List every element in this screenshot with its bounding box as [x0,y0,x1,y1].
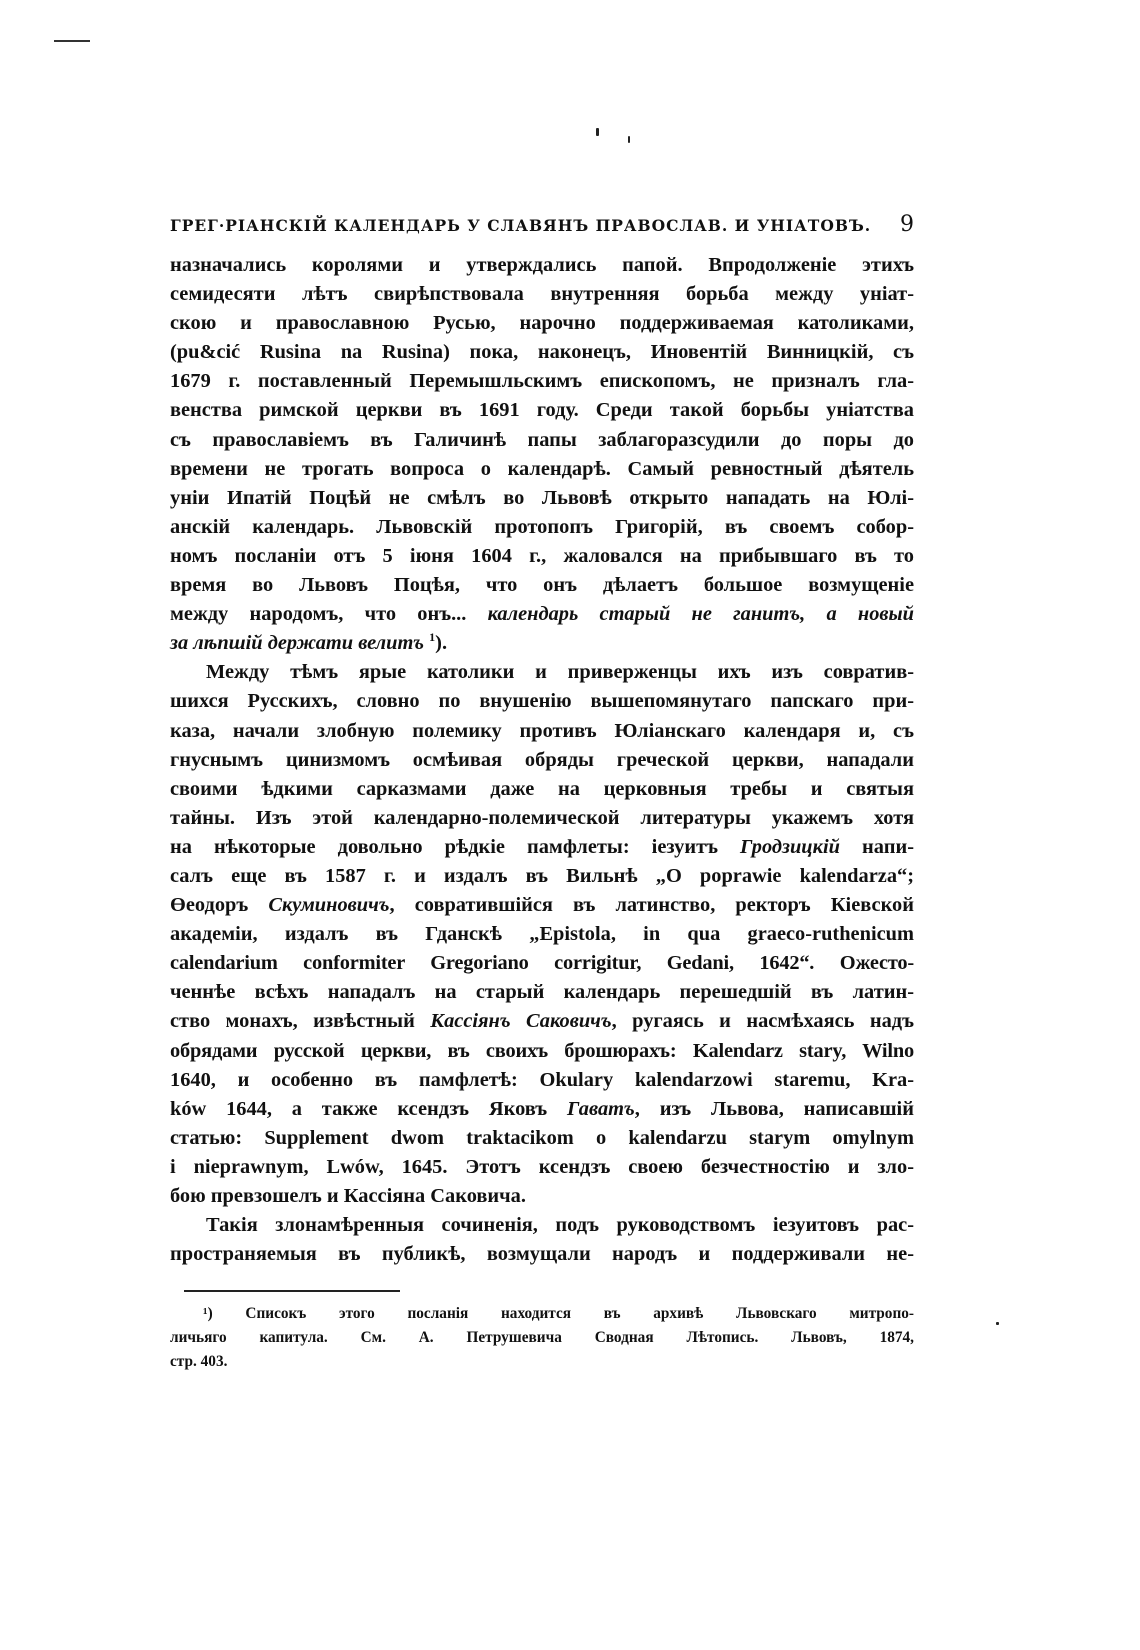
text-line: 1679 г. поставленный Перемышльскимъ епископомъ, не призналъ гла- [170,370,914,393]
page-number: 9 [900,212,914,237]
text-line: своими ѣдкими сарказмами даже на церковныя требы и святыя [170,777,914,800]
text-run: напи- [862,835,914,858]
quote-italic: календарь старый не ганитъ, а новый [487,603,914,626]
text-run: между народомъ, что онъ... [170,603,467,626]
text-line: бою превзошелъ и Кассіяна Саковича. [170,1185,526,1207]
text-line: каза, начали злобную полемику противъ Юліанскаго календаря и, съ [170,719,914,742]
text-run: на нѣкоторые довольно рѣдкіе памфлеты: іезуитъ [170,835,718,858]
text-line [170,833,914,862]
footnote-reference[interactable]: 1 [429,630,436,645]
text-line: пространяемыя въ публикѣ, возмущали народъ и поддерживали не- [170,1243,914,1266]
text-line: номъ посланіи отъ 5 іюня 1604 г., жаловался на прибывшаго въ то [170,544,914,567]
text-line: семидесяти лѣтъ свирѣпствовала внутренняя борьба между уніат- [170,283,914,306]
text-line [170,891,914,920]
scan-speck [996,1322,999,1325]
text-run: , ругаясь и насмѣхаясь надъ [611,1010,914,1033]
text-line: анскій календарь. Львовскій протопопъ Григорій, въ своемъ собор- [170,515,914,538]
text-run: Списокъ этого посланія находится въ архивѣ Львовскаго митропо- [245,1304,914,1322]
scan-speck [596,128,599,136]
text-line: 1640, и особенно въ памфлетѣ: Okulary kalendarzowi staremu, Kra- [170,1068,914,1091]
footnote-rule [184,1290,400,1292]
scan-edge-mark [54,40,90,42]
text-line: Между тѣмъ ярые католики и приверженцы ихъ изъ совратив- [206,661,914,684]
scan-speck [628,136,630,143]
text-line: Такія злонамѣренныя сочиненія, подъ руководствомъ іезуитовъ рас- [206,1214,914,1237]
text-line: скою и православною Русью, нарочно поддерживаемая католиками, [170,312,914,335]
text-run: ). [435,632,448,655]
text-line: тайны. Изъ этой календарно-полемической литературы укажемъ хотя [170,806,914,829]
text-line: шихся Русскихъ, словно по внушенію вышепомянутаго папскаго при- [170,690,914,713]
text-line: время во Львовъ Поцѣя, что онъ дѣлаетъ большое возмущеніе [170,574,914,597]
text-run: Өеодоръ [170,894,249,917]
footnote-line: стр. 403. [170,1352,228,1370]
text-line [170,1095,914,1124]
footnote-line [170,1302,914,1326]
text-run: , изъ Львова, написавшій [634,1097,914,1120]
book-page [170,212,914,1374]
text-line [170,1007,914,1036]
text-line: салъ еще въ 1587 г. и издалъ въ Вильнѣ „O poprawie kalendarza“; [170,864,914,887]
text-run: ków 1644, а также ксендзъ Яковъ [170,1097,548,1120]
text-line: назначались королями и утверждались папой. Впродолженіе этихъ [170,254,914,276]
text-line [170,600,914,629]
body-text [170,251,914,1269]
person-name: Кассіянъ Саковичъ [430,1010,612,1033]
running-head-title: ГРЕГ·РІАНСКІЙ КАЛЕНДАРЬ У СЛАВЯНЪ ПРАВОСЛАВ. И УНІАТОВЪ. [170,216,872,235]
text-line: уніи Ипатій Поцѣй не смѣлъ во Львовѣ открыто нападать на Юлі- [170,486,914,509]
running-head [170,212,914,237]
text-line: ченнѣе всѣхъ нападалъ на старый календарь перешедшій въ латин- [170,981,914,1004]
footnote [170,1302,914,1374]
text-line: академіи, издалъ въ Гданскѣ „Epistola, in qua graeco-ruthenicum [170,923,914,946]
text-line: съ православіемъ въ Галичинѣ папы заблагоразсудили до поры до [170,428,914,451]
text-line: венства римской церкви въ 1691 году. Среди такой борьбы уніатства [170,399,914,422]
text-line: статью: Supplement dwom traktacikom o kalendarzu starym omylnym [170,1126,914,1149]
text-line: гнуснымъ цинизмомъ осмѣивая обряды греческой церкви, нападали [170,748,914,771]
text-line: calendarium conformiter Gregoriano corrigitur, Gedani, 1642“. Ожесто- [170,952,914,975]
quote-italic: за лѣпшій держати велитъ [170,632,425,655]
text-run: , совратившійся въ латинство, ректоръ Кіевской [389,894,914,917]
person-name: Скуминовичъ [268,894,390,917]
person-name: Гаватъ [566,1097,635,1120]
footnote-line: личьяго капитула. См. А. Петрушевича Сводная Лѣтопись. Львовъ, 1874, [170,1328,914,1346]
text-line [170,629,914,658]
footnote-marker: ¹) [203,1304,213,1322]
text-line: времени не трогать вопроса о календарѣ. Самый ревностный дѣятель [170,457,914,480]
text-line: i nieprawnym, Lwów, 1645. Этотъ ксендзъ своею безчестностію и зло- [170,1155,914,1178]
person-name: Гродзицкій [740,835,840,858]
text-line: обрядами русской церкви, въ своихъ брошюрахъ: Kalendarz stary, Wilno [170,1039,914,1062]
text-run: ство монахъ, извѣстный [170,1010,415,1033]
text-line: (pu&cić Rusina na Rusina) пока, наконецъ, Иновентій Винницкій, съ [170,341,914,364]
